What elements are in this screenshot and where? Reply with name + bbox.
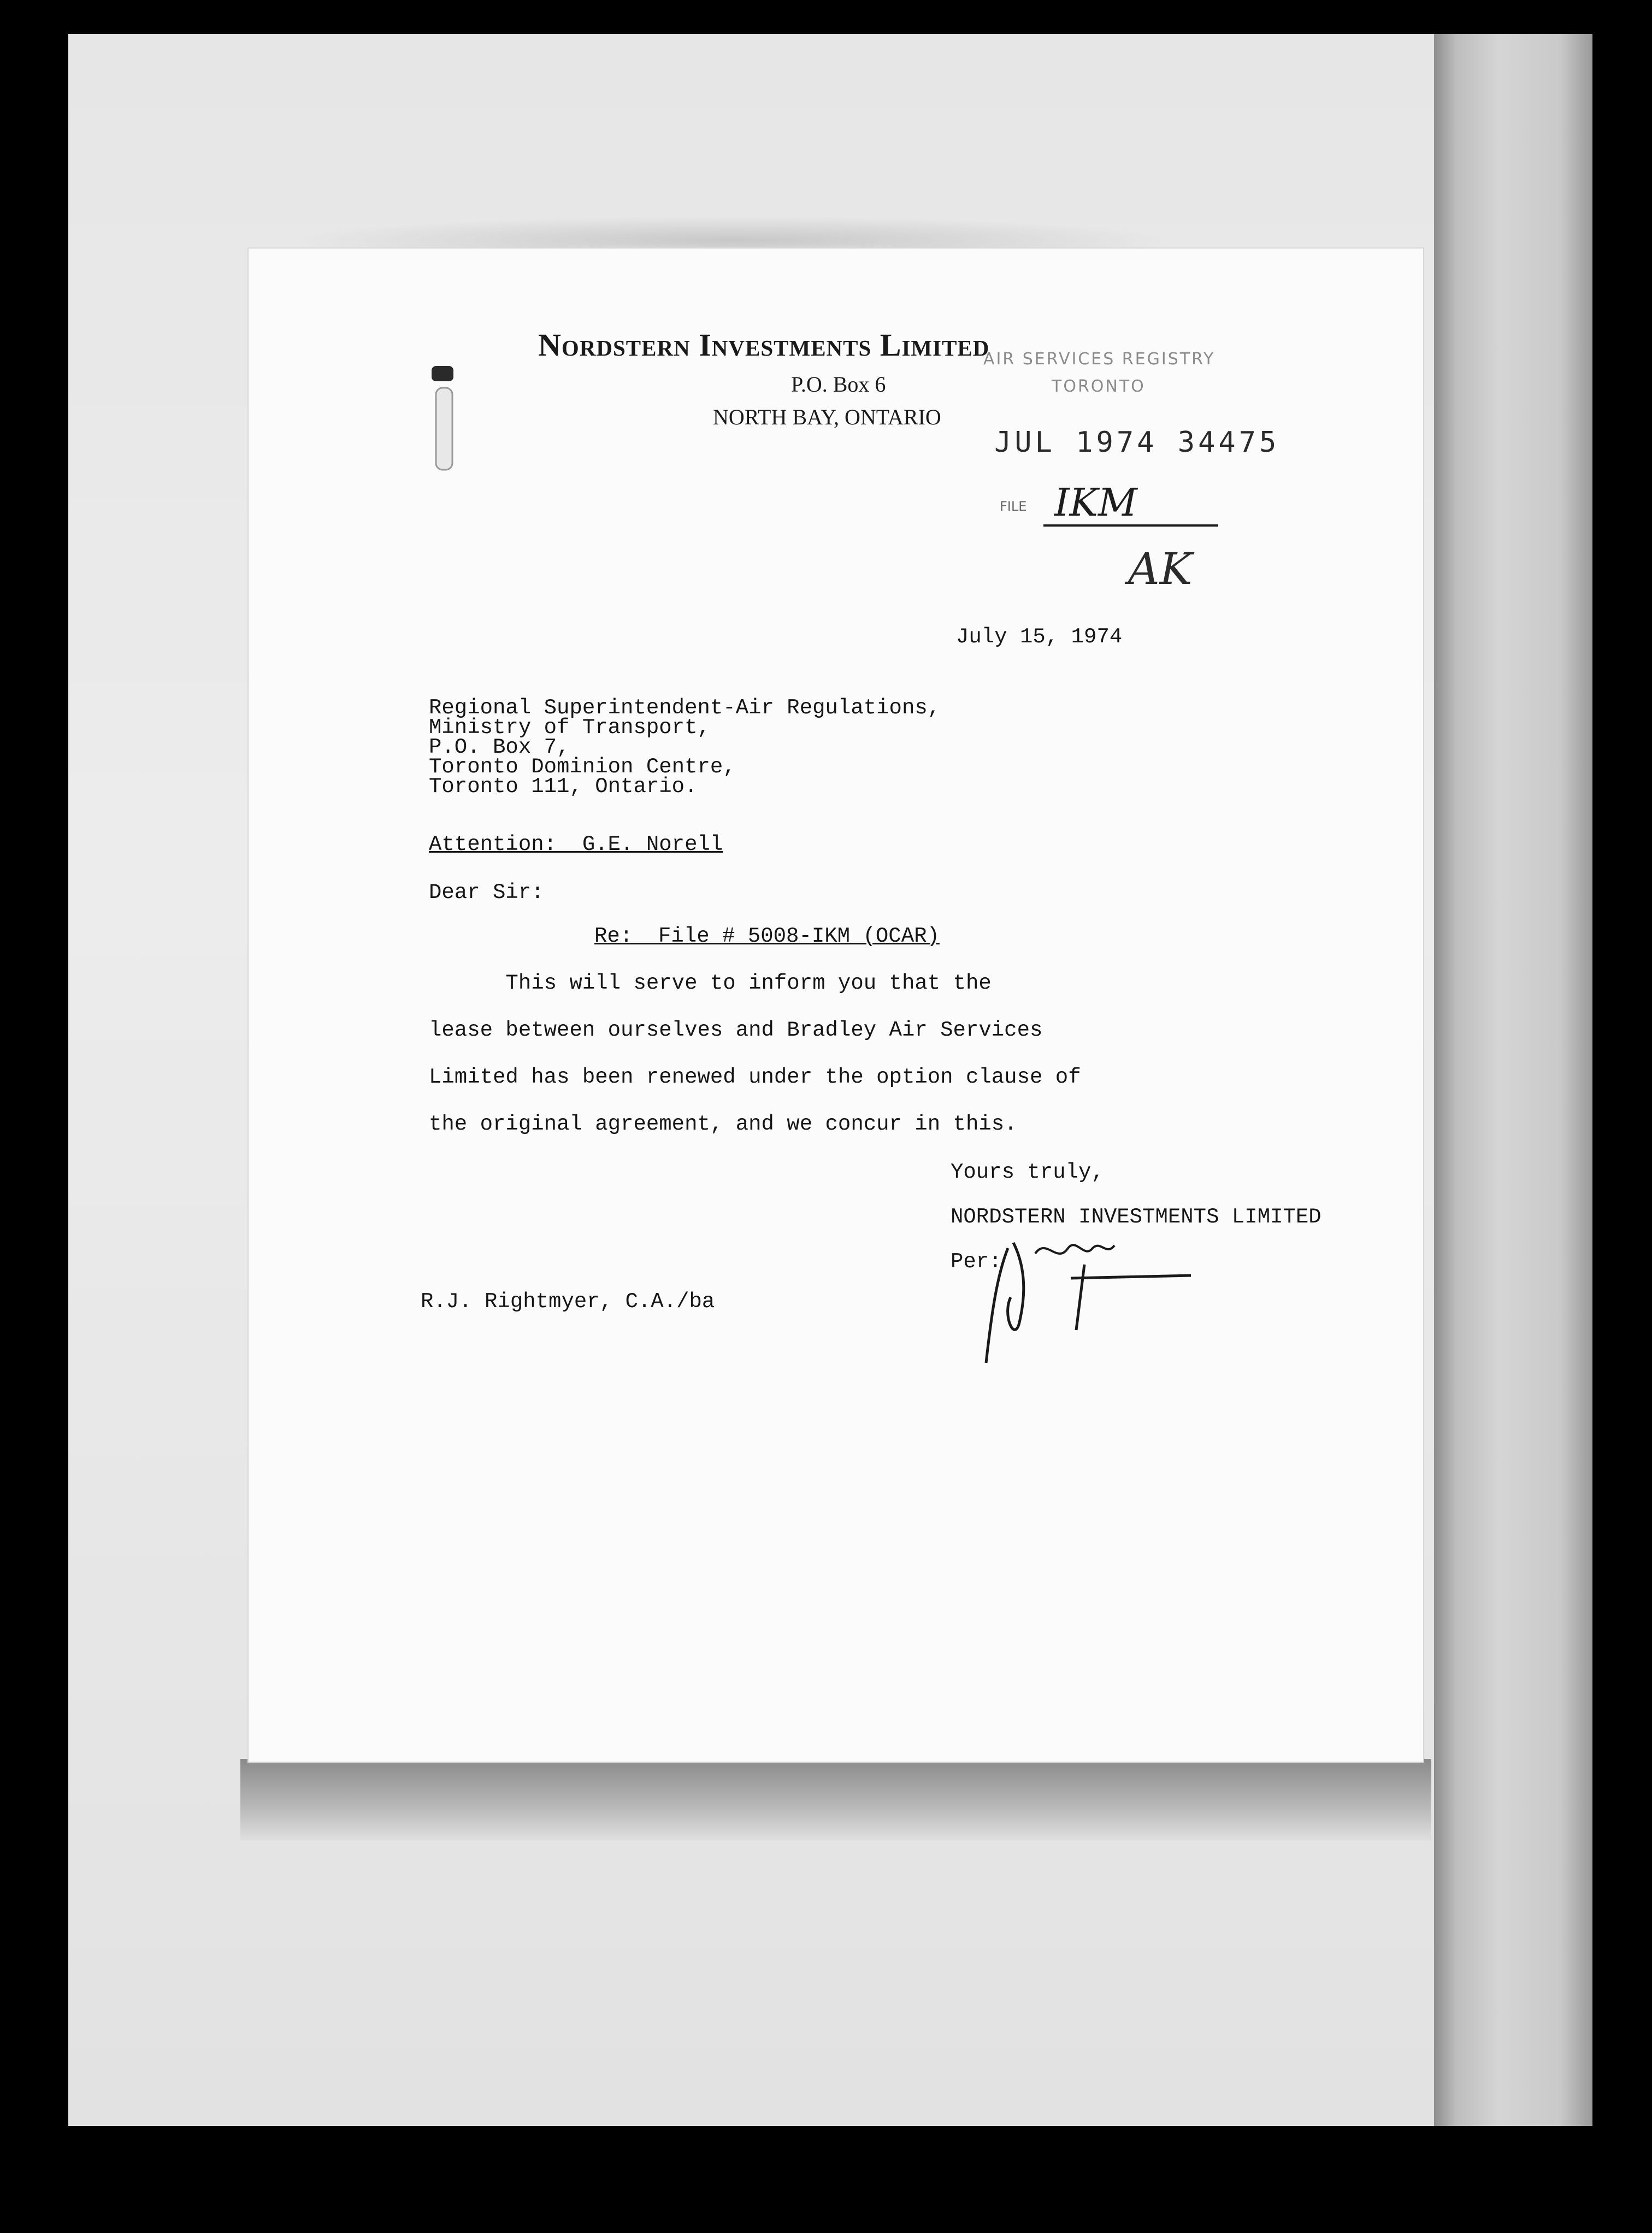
subject-line: Re: File # 5008-IKM (OCAR): [594, 924, 940, 948]
handwritten-signature: [975, 1232, 1194, 1374]
folder-edge: [1434, 34, 1592, 2126]
address-line-4: Toronto Dominion Centre,: [429, 755, 736, 779]
closing: Yours truly,: [951, 1160, 1104, 1184]
letter-sheet: [249, 249, 1423, 1762]
letterhead-city: NORTH BAY, ONTARIO: [713, 405, 941, 429]
letter-date: July 15, 1974: [956, 625, 1123, 649]
reference-initials: R.J. Rightmyer, C.A./ba: [421, 1290, 715, 1314]
body-line-2: lease between ourselves and Bradley Air Services: [429, 1018, 1043, 1042]
signatory-company: NORDSTERN INVESTMENTS LIMITED: [951, 1205, 1321, 1229]
address-line-1: Regional Superintendent-Air Regulations,: [429, 696, 941, 720]
body-line-4: the original agreement, and we concur in this.: [429, 1112, 1017, 1136]
per-label: Per:: [951, 1250, 1002, 1274]
file-label: FILE: [1000, 499, 1027, 514]
letterhead-company: Nordstern Investments Limited: [538, 327, 990, 363]
body-line-3: Limited has been renewed under the option clause of: [429, 1065, 1081, 1089]
paper-clip-mark: [426, 366, 460, 475]
body-line-1: This will serve to inform you that the: [429, 971, 992, 995]
file-value: IKM: [1043, 481, 1218, 527]
registry-stamp-line1: AIR SERVICES REGISTRY: [983, 350, 1216, 369]
address-line-5: Toronto 111, Ontario.: [429, 775, 698, 799]
address-line-3: P.O. Box 7,: [429, 735, 570, 759]
registry-stamp-date: JUL 1974 34475: [994, 426, 1280, 459]
letterhead-po-box: P.O. Box 6: [791, 372, 886, 397]
sheet-shadow: [240, 1759, 1431, 1841]
attention-line: Attention: G.E. Norell: [429, 832, 723, 856]
address-line-2: Ministry of Transport,: [429, 716, 710, 740]
registry-stamp-line2: TORONTO: [1052, 377, 1146, 396]
salutation: Dear Sir:: [429, 881, 544, 905]
handwritten-initials: AK: [1128, 544, 1193, 594]
